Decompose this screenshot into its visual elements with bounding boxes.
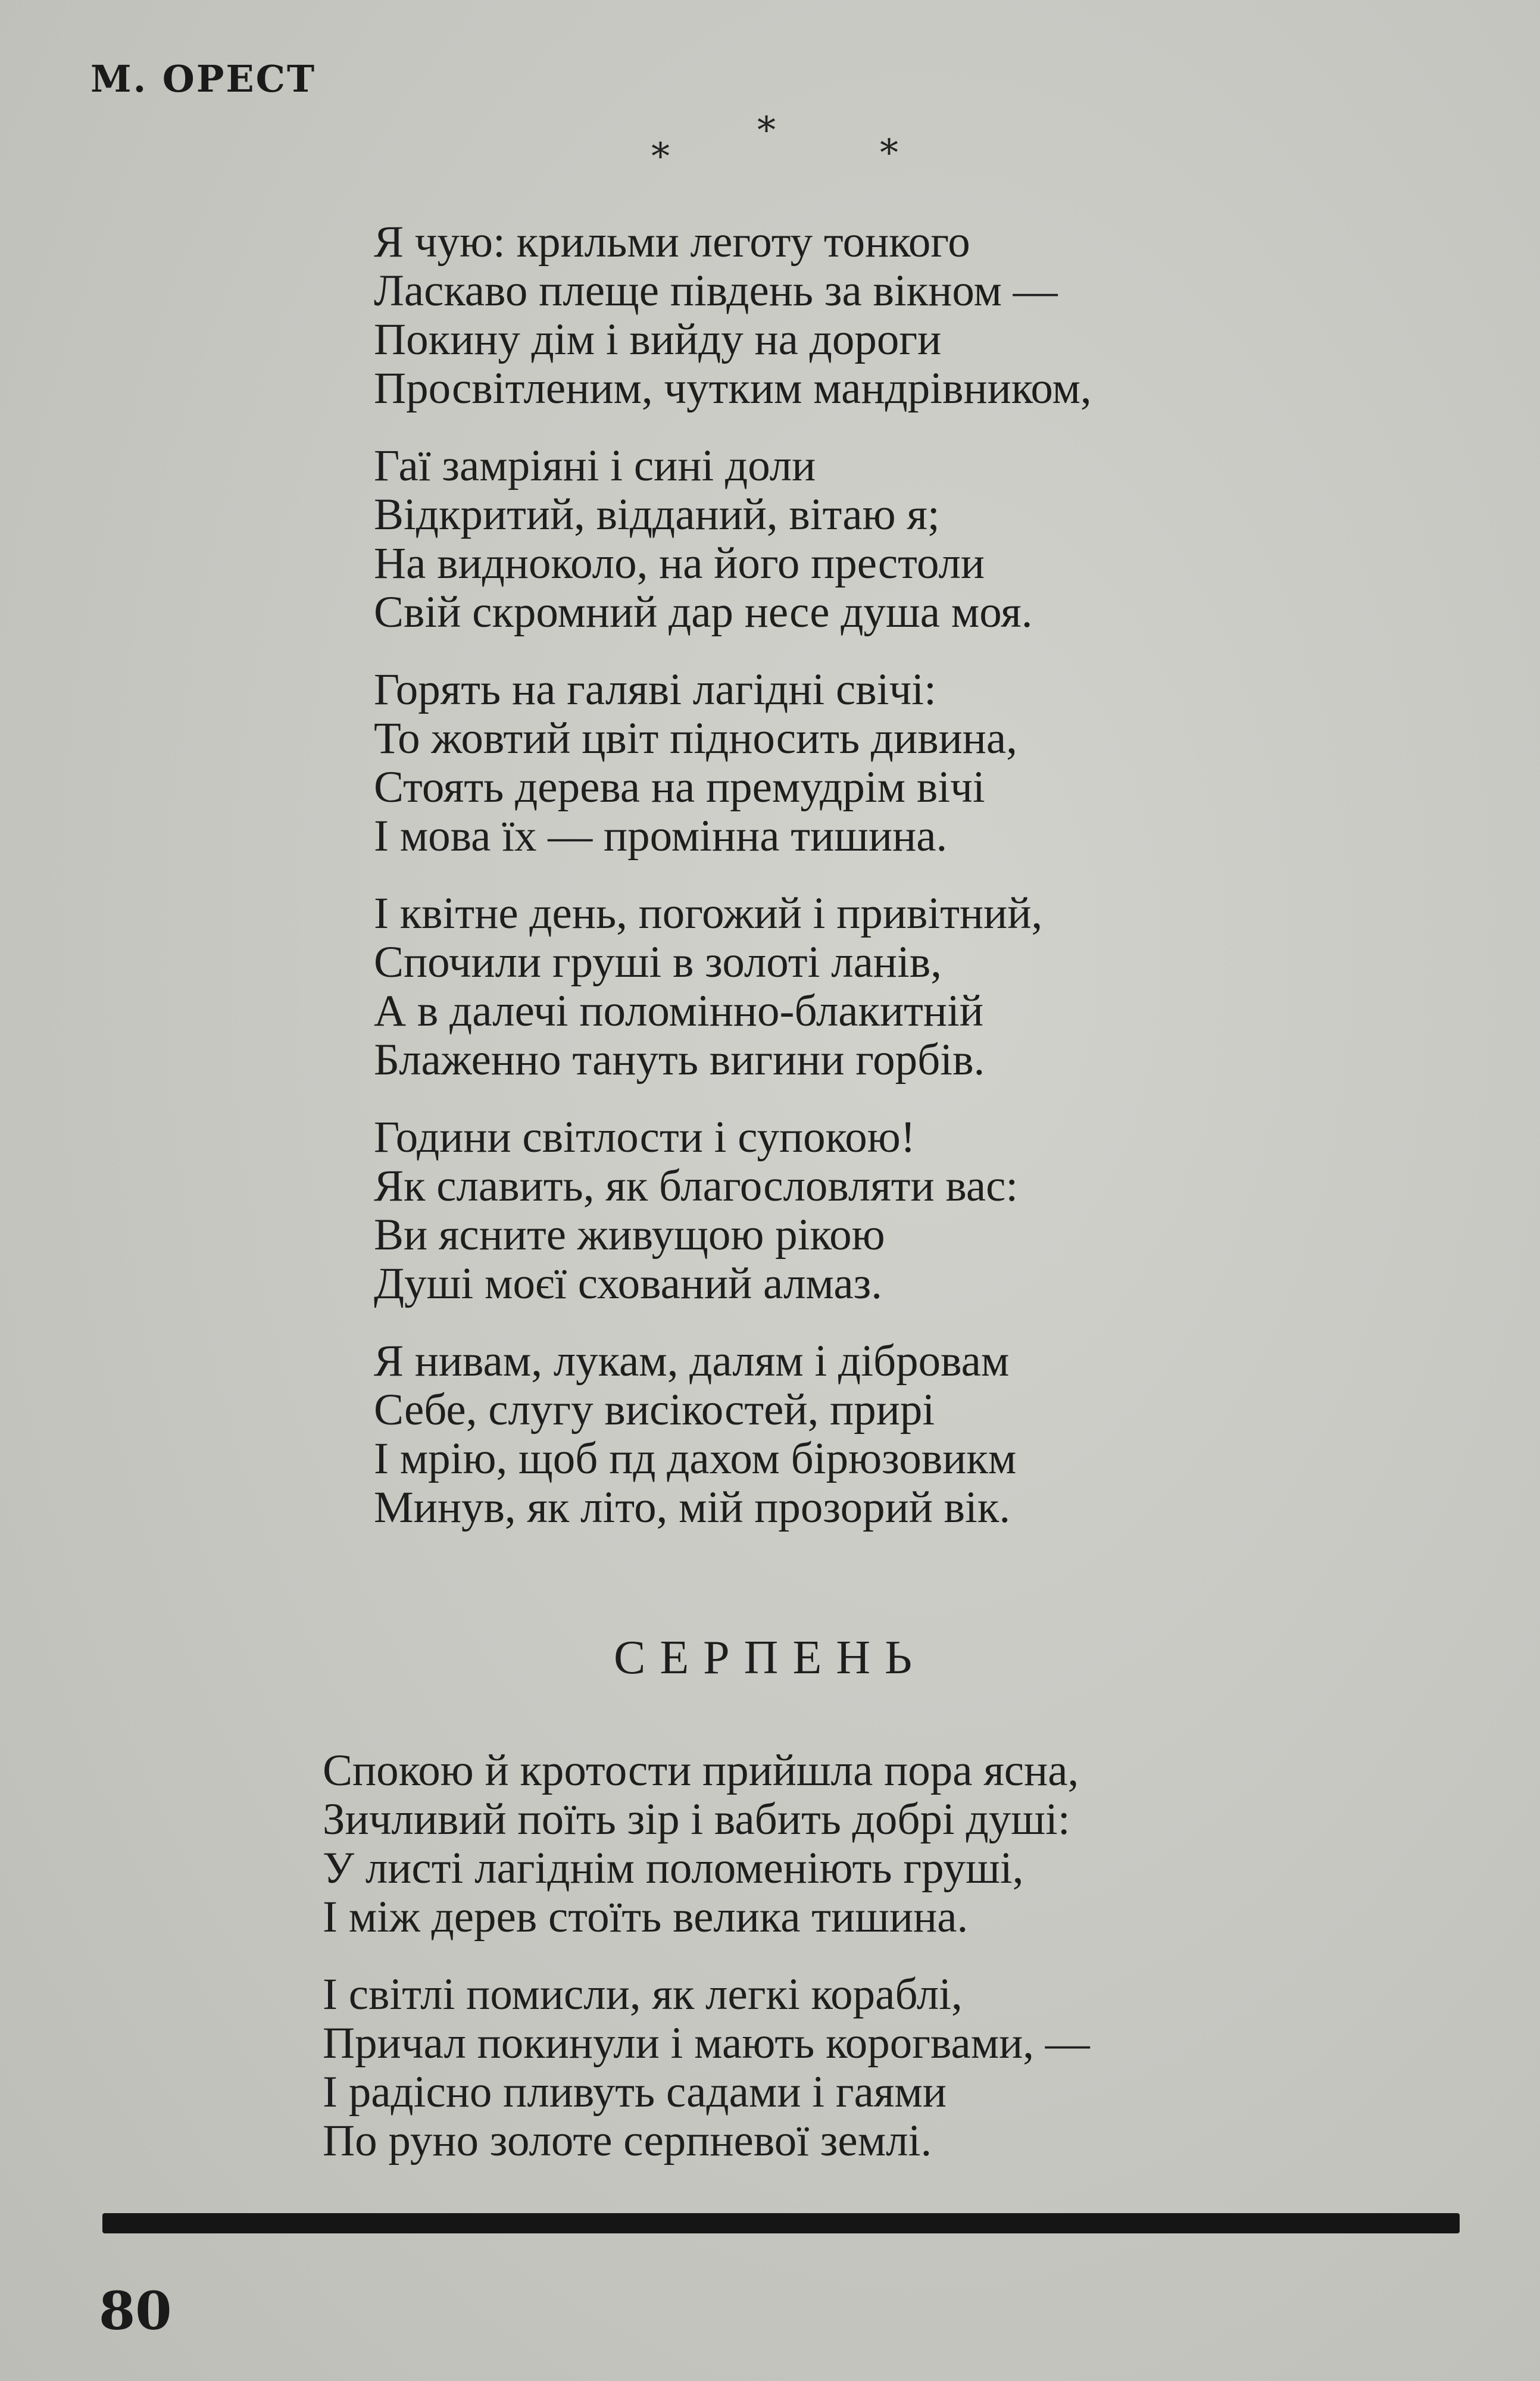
stanza [323,1746,1090,1942]
poem-line: Я нивам, лукам, далям і дібровам [374,1336,1010,1386]
poem-line: Зичливий поїть зір і вабить добрі душі: [323,1795,1070,1844]
stanza [374,1113,1092,1308]
stanza [374,442,1092,637]
running-head: М. ОРЕСТ [90,57,317,101]
poem-line: Стоять дерева на премудрім вічі [374,763,985,812]
poem-line: У листі лагіднім поломеніють груші, [323,1843,1024,1893]
poem-line: Покину дім і вийду на дороги [374,315,942,364]
poem-line: І мова їх — промінна тишина. [374,811,948,861]
poem-serpen [323,1746,1090,2194]
stanza [374,665,1092,861]
poem-line: Просвітленим, чутким мандрівником, [374,364,1092,413]
page-number: 80 [99,2280,172,2342]
asterisk: * [880,131,898,174]
poem-line: Ласкаво плеще південь за вікном — [374,266,1058,315]
poem-line: Гаї замріяні і сині доли [374,441,816,490]
poem-line: Минув, як літо, мій прозорий вік. [374,1483,1011,1532]
poem-line: Причал покинули і мають корогвами, — [323,2018,1090,2068]
poem-line: Відкритий, відданий, вітаю я; [374,490,940,539]
poem-line: Спокою й кротости прийшла пора ясна, [323,1746,1079,1795]
poem-line: Горять на галяві лагідні свічі: [374,665,936,714]
poem-line: І світлі помисли, як легкі кораблі, [323,1970,963,2019]
asterisk: * [757,108,776,152]
poem-line: Свій скромний дар несе душа моя. [374,588,1033,637]
footer-rule [102,2213,1460,2233]
poem-line: Себе, слугу висікостей, прирі [374,1385,935,1435]
stanza [374,889,1092,1085]
poem-line: А в далечі поломінно-блакитній [374,986,983,1036]
poem-title: СЕРПЕНЬ [613,1632,927,1684]
poem-line: І квітне день, погожий і привітний, [374,889,1043,938]
poem-line: І мрію, щоб пд дахом бірюзовикм [374,1434,1017,1483]
poem-line: Спочили груші в золоті ланів, [374,938,942,987]
poem-line: Душі моєї схований алмаз. [374,1259,883,1308]
poem-line: І радісно пливуть садами і гаями [323,2067,947,2117]
asterisk: * [651,135,670,178]
asterism [643,107,941,179]
poem-line: По руно золоте серпневої землі. [323,2116,932,2166]
poem-line: Ви ясните живущою рікою [374,1210,885,1260]
poem-untitled [374,218,1092,1561]
poem-line: І між дерев стоїть велика тишина. [323,1892,969,1942]
poem-line: Я чую: крильми леготу тонкого [374,217,970,267]
stanza [374,1337,1092,1532]
stanza [323,1970,1090,2166]
poem-line: Як славить, як благословляти вас: [374,1161,1019,1211]
poem-line: На видноколо, на його престоли [374,539,985,588]
poem-line: Блаженно тануть вигини горбів. [374,1035,985,1085]
poem-line: То жовтий цвіт підносить дивина, [374,714,1017,763]
poem-line: Години світлости і супокою! [374,1113,916,1162]
stanza [374,218,1092,413]
